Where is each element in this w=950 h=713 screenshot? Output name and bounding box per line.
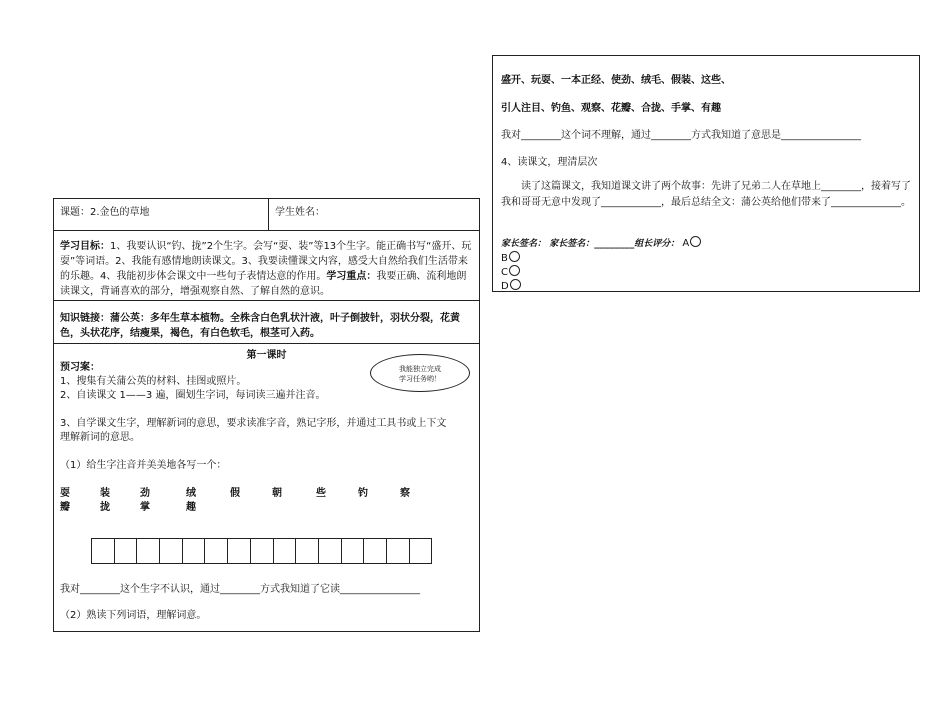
char: 察 [400, 488, 410, 499]
focus-label: 学习重点： [326, 271, 377, 282]
char: 趣 [186, 502, 196, 513]
knowledge-link-section [54, 301, 479, 344]
grade-d: D [501, 281, 509, 292]
grid-cell[interactable] [205, 539, 228, 563]
parent-sign-label: 家长签名： [501, 239, 547, 249]
goals-label: 学习目标： [60, 241, 110, 252]
grid-cell[interactable] [183, 539, 206, 563]
char: 绒 [186, 488, 196, 499]
subtask-2: （2）熟读下列词语，理解词意。 [60, 610, 207, 621]
group-eval-label: 组长评分： [634, 239, 680, 249]
task-1: 1、搜集有关蒲公英的材料、挂图或照片。 [60, 376, 247, 387]
grid-cell[interactable] [296, 539, 319, 563]
knowledge-text: 蒲公英：多年生草本植物。全株含白色乳状汁液，叶子倒披针，羽状分裂，花黄色，头状花序，结瘦果，褐色，有白色软毛，根茎可入药。 [60, 313, 460, 339]
word-fill-line[interactable]: 我对________这个词不理解，通过________方式我知道了意思是________________ [501, 130, 861, 141]
char: 耍 [60, 488, 70, 499]
oval-line-1: 我能独立完成 [399, 365, 441, 373]
subtask-1: （1）给生字注音并美美地各写一个： [60, 460, 227, 471]
summary-paragraph[interactable]: 读了这篇课文，我知道课文讲了两个故事：先讲了兄弟二人在草地上________，接着写了我和哥哥无意中发现了____________，最后总结全文：蒲公英给他们带来了______________。 [501, 181, 911, 208]
topic-cell: 课题：2.金色的草地 [54, 199, 269, 230]
grade-a: A [682, 238, 690, 249]
prestudy-label: 预习案： [60, 362, 100, 373]
grade-d-circle-icon[interactable] [510, 279, 521, 290]
grade-c-row [501, 265, 520, 278]
grid-cell[interactable] [92, 539, 115, 563]
encouragement-oval [370, 354, 470, 392]
lesson-plan-left-panel [53, 198, 480, 632]
task-3-line-2: 理解新词的意思。 [60, 432, 140, 443]
grid-cell[interactable] [274, 539, 297, 563]
header-row [54, 199, 479, 231]
char: 瓣 [60, 502, 70, 513]
char: 装 [100, 488, 110, 499]
step-4: 4、读课文，理清层次 [501, 157, 598, 168]
signature-blank[interactable]: ________ [594, 238, 635, 249]
grid-cell[interactable] [228, 539, 251, 563]
grid-cell[interactable] [251, 539, 274, 563]
focus-text: 我要正确、流利地朗读课文，背诵喜欢的部分，增强观察自然、了解自然的意识。 [60, 271, 467, 297]
grade-b-row [501, 251, 520, 264]
knowledge-label: 知识链接： [60, 313, 110, 324]
grade-a-circle-icon[interactable] [690, 236, 701, 247]
goals-text: 1、我要认识“钓、拢”2个生字。会写“耍、装”等13个生字。能正确书写“盛开、玩耍”等词语。2、我能有感情地朗读课文。3、我要读懂课文内容，感受大自然给我们生活带来的乐趣。4、我能初步体会课文中一些句子表情达意的作用。 [60, 241, 472, 282]
char: 假 [230, 488, 240, 499]
grid-cell[interactable] [115, 539, 138, 563]
grade-c: C [501, 267, 508, 278]
signature-row [501, 236, 701, 249]
grade-b-circle-icon[interactable] [509, 251, 520, 262]
char: 掌 [140, 502, 150, 513]
char: 朝 [272, 488, 282, 499]
lesson-plan-right-panel [492, 55, 920, 292]
oval-line-2: 学习任务哟！ [399, 375, 441, 383]
char: 劲 [140, 488, 150, 499]
vocab-line-2: 引人注目、钓鱼、观察、花瓣、合拢、手掌、有趣 [501, 103, 721, 114]
char: 拢 [100, 502, 110, 513]
task-2: 2、自读课文 1——3 遍，圈划生字词，每词读三遍并注音。 [60, 390, 326, 401]
grade-d-row [501, 279, 521, 292]
grade-b: B [501, 253, 508, 264]
grid-cell[interactable] [137, 539, 160, 563]
char-fill-line[interactable]: 我对________这个生字不认识，通过________方式我知道了它读________________ [60, 584, 420, 595]
grid-cell[interactable] [410, 539, 433, 563]
parent-sign-label-2: 家长签名： [549, 239, 595, 249]
grid-cell[interactable] [160, 539, 183, 563]
lesson-title: 第一课时 [246, 350, 287, 361]
char: 些 [316, 488, 326, 499]
student-name-cell[interactable]: 学生姓名： [275, 207, 325, 218]
grade-c-circle-icon[interactable] [509, 265, 520, 276]
vocab-line-1: 盛开、玩耍、一本正经、使劲、绒毛、假装、这些、 [501, 75, 731, 86]
grid-cell[interactable] [319, 539, 342, 563]
grid-cell[interactable] [364, 539, 387, 563]
grid-cell[interactable] [342, 539, 365, 563]
char: 钓 [358, 488, 368, 499]
lesson-one-section [54, 344, 479, 631]
learning-goals-section [54, 230, 479, 301]
grid-cell[interactable] [387, 539, 410, 563]
task-3-line-1: 3、自学课文生字，理解新词的意思，要求读准字音，熟记字形，并通过工具书或上下文 [60, 418, 447, 429]
writing-grid[interactable] [91, 538, 432, 564]
